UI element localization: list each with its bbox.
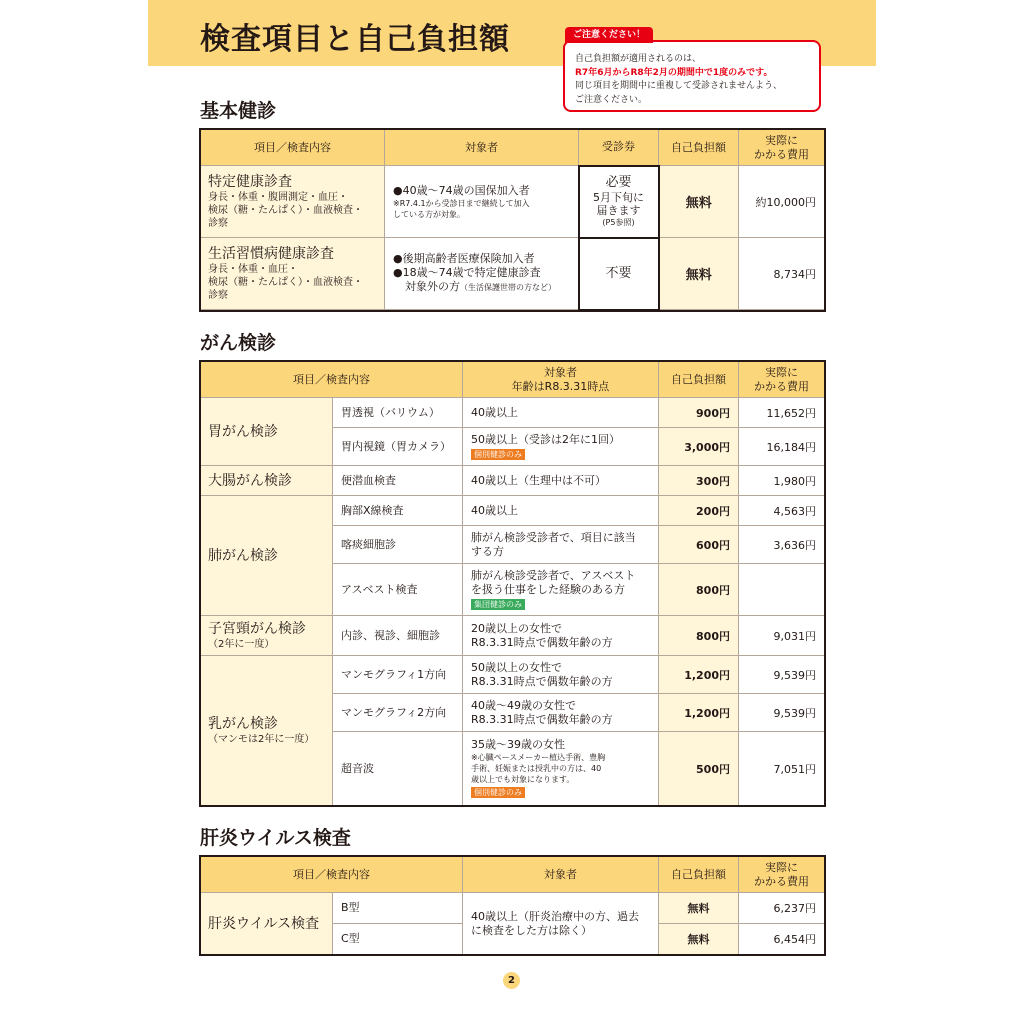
target-note: している方が対象。 xyxy=(393,209,465,219)
page-number: 2 xyxy=(503,972,520,989)
target-cell xyxy=(385,166,579,238)
target-last: 対象外の方 xyxy=(405,280,460,293)
fee-cell: 900円 xyxy=(659,398,739,428)
tag-individual-only: 個別健診のみ xyxy=(471,449,525,460)
header-cost xyxy=(739,130,825,166)
table-row xyxy=(201,238,825,310)
table-header-row xyxy=(201,130,825,166)
target-note: 歳以上でも対象になります。 xyxy=(471,775,575,784)
fee-cell: 1,200円 xyxy=(659,656,739,694)
table-row xyxy=(201,893,825,924)
notice-line-highlight: R7年6月からR8年2月の期間中で1度のみです。 xyxy=(575,67,773,78)
fee-cell: 800円 xyxy=(659,616,739,656)
target-last-small: （生活保護世帯の方など） xyxy=(460,283,556,292)
table-row xyxy=(201,616,825,656)
target-note: 手術、妊娠または授乳中の方は、40 xyxy=(471,764,602,773)
target-note: ※R7.4.1から受診日まで継続して加入 xyxy=(393,198,530,208)
group-name-cell xyxy=(201,466,333,496)
header-target-line: 年齢はR8.3.31時点 xyxy=(511,379,610,393)
group-name: 乳がん検診 xyxy=(208,716,278,732)
target-note: ※心臓ペースメーカー植込手術、豊胸 xyxy=(471,753,606,762)
cost-cell: 9,539円 xyxy=(739,656,825,694)
target-text: 肺がん検診受診者で、アスベスト xyxy=(471,568,636,582)
header-item: 項目／検査内容 xyxy=(201,362,463,398)
target-text: R8.3.31時点で偶数年齢の方 xyxy=(471,674,613,688)
header-fee: 自己負担額 xyxy=(659,857,739,893)
header-fee: 自己負担額 xyxy=(659,130,739,166)
fee-cell: 3,000円 xyxy=(659,428,739,466)
group-name: 肝炎ウイルス検査 xyxy=(208,915,320,932)
item-cell: 胃透視（バリウム） xyxy=(333,398,463,428)
header-item: 項目／検査内容 xyxy=(201,130,385,166)
group-name-cell xyxy=(201,496,333,616)
table-row xyxy=(201,656,825,694)
target-text: 40歳以上（肝炎治療中の方、過去 xyxy=(471,909,639,923)
group-name: 子宮頸がん検診 xyxy=(208,621,306,637)
table-row xyxy=(201,466,825,496)
target-cell xyxy=(463,564,659,616)
group-name-cell xyxy=(201,893,333,955)
fee-cell: 600円 xyxy=(659,526,739,564)
notice-line: ご注意ください。 xyxy=(575,94,648,105)
target-cell xyxy=(463,893,659,955)
section-title-hepatitis: 肝炎ウイルス検査 xyxy=(200,827,351,849)
group-name: 大腸がん検診 xyxy=(208,472,292,489)
table-row xyxy=(201,496,825,526)
item-cell: マンモグラフィ2方向 xyxy=(333,694,463,732)
fee-cell: 800円 xyxy=(659,564,739,616)
header-target: 対象者 xyxy=(385,130,579,166)
target-cell xyxy=(463,428,659,466)
item-cell: C型 xyxy=(333,924,463,955)
exam-detail: 検尿（糖・たんぱく）・血液検査・ xyxy=(208,205,363,216)
notice-line: 自己負担額が適用されるのは、 xyxy=(575,54,702,64)
target-text: 肺がん検診受診者で、項目に該当 xyxy=(471,530,636,544)
hepatitis-table xyxy=(200,856,825,955)
exam-name: 特定健康診査 xyxy=(208,174,292,190)
ticket-cell xyxy=(579,238,659,310)
exam-name-cell xyxy=(201,166,385,238)
ticket-not-required: 不要 xyxy=(605,265,632,281)
target-cell: 40歳以上 xyxy=(463,398,659,428)
header-cost-line: かかる費用 xyxy=(754,874,809,888)
cost-cell: 約10,000円 xyxy=(739,166,825,238)
item-cell: アスベスト検査 xyxy=(333,564,463,616)
fee-cell: 200円 xyxy=(659,496,739,526)
target-text: ●18歳～74歳で特定健康診査 xyxy=(393,266,541,279)
notice-line: 同じ項目を期間中に重複して受診されませんよう、 xyxy=(575,81,783,91)
exam-detail: 身長・体重・腹囲測定・血圧・ xyxy=(208,192,348,203)
cost-cell xyxy=(739,564,825,616)
header-cost xyxy=(739,857,825,893)
target-text: R8.3.31時点で偶数年齢の方 xyxy=(471,712,613,726)
item-cell: 内診、視診、細胞診 xyxy=(333,616,463,656)
exam-name-cell xyxy=(201,238,385,310)
target-cell xyxy=(463,616,659,656)
target-cell xyxy=(385,238,579,310)
header-item: 項目／検査内容 xyxy=(201,857,463,893)
ticket-required: 必要 xyxy=(605,175,632,190)
target-text: する方 xyxy=(471,544,504,558)
target-text: を扱う仕事をした経験のある方 xyxy=(471,582,625,596)
cost-cell: 1,980円 xyxy=(739,466,825,496)
fee-cell: 無料 xyxy=(659,238,739,310)
cost-cell: 6,237円 xyxy=(739,893,825,924)
ticket-note: 届きます xyxy=(596,204,641,217)
ticket-ref: (P5参照) xyxy=(602,218,635,227)
target-text: 20歳以上の女性で xyxy=(471,621,562,635)
cost-cell: 6,454円 xyxy=(739,924,825,955)
fee-cell: 500円 xyxy=(659,732,739,806)
exam-detail: 診察 xyxy=(208,218,228,229)
target-text: R8.3.31時点で偶数年齢の方 xyxy=(471,635,613,649)
tag-individual-only: 個別健診のみ xyxy=(471,787,525,798)
target-cell: 40歳以上 xyxy=(463,496,659,526)
ticket-cell xyxy=(579,166,659,238)
group-name: 肺がん検診 xyxy=(208,547,278,564)
target-cell xyxy=(463,732,659,806)
target-text: ●後期高齢者医療保険加入者 xyxy=(393,252,535,265)
page-title: 検査項目と自己負担額 xyxy=(200,22,510,57)
group-name-cell xyxy=(201,398,333,466)
group-sub: （マンモは2年に一度） xyxy=(208,734,315,745)
fee-cell: 無料 xyxy=(659,166,739,238)
group-sub: （2年に一度） xyxy=(208,639,275,650)
table-header-row xyxy=(201,362,825,398)
exam-detail: 診察 xyxy=(208,290,228,301)
header-cost-line: 実際に xyxy=(765,133,798,147)
fee-cell: 1,200円 xyxy=(659,694,739,732)
notice-label: ご注意ください！ xyxy=(565,27,653,43)
target-cell xyxy=(463,526,659,564)
item-cell: 胃内視鏡（胃カメラ） xyxy=(333,428,463,466)
exam-detail: 身長・体重・血圧・ xyxy=(208,264,298,275)
table-row xyxy=(201,398,825,428)
header-cost-line: 実際に xyxy=(765,365,798,379)
group-name: 胃がん検診 xyxy=(208,423,278,440)
section-title-cancer: がん検診 xyxy=(200,332,277,354)
cost-cell: 9,539円 xyxy=(739,694,825,732)
notice-box xyxy=(563,30,821,112)
header-target-line: 対象者 xyxy=(544,365,577,379)
table-row xyxy=(201,166,825,238)
exam-detail: 検尿（糖・たんぱく）・血液検査・ xyxy=(208,277,363,288)
fee-cell: 無料 xyxy=(659,924,739,955)
target-text: 40歳～49歳の女性で xyxy=(471,698,576,712)
item-cell: 喀痰細胞診 xyxy=(333,526,463,564)
exam-name: 生活習慣病健康診査 xyxy=(208,246,334,262)
target-cell xyxy=(463,656,659,694)
section-title-basic: 基本健診 xyxy=(200,100,277,122)
cost-cell: 8,734円 xyxy=(739,238,825,310)
target-cell xyxy=(463,694,659,732)
header-cost-line: 実際に xyxy=(765,860,798,874)
header-target: 対象者 xyxy=(463,857,659,893)
basic-table xyxy=(200,129,825,311)
item-cell: 胸部X線検査 xyxy=(333,496,463,526)
cost-cell: 3,636円 xyxy=(739,526,825,564)
notice-body xyxy=(575,53,813,107)
target-text: 35歳～39歳の女性 xyxy=(471,738,565,751)
cost-cell: 16,184円 xyxy=(739,428,825,466)
header-cost-line: かかる費用 xyxy=(754,379,809,393)
target-text: 50歳以上の女性で xyxy=(471,660,562,674)
group-name-cell xyxy=(201,656,333,806)
fee-cell: 300円 xyxy=(659,466,739,496)
target-cell: 40歳以上（生理中は不可） xyxy=(463,466,659,496)
header-fee: 自己負担額 xyxy=(659,362,739,398)
target-text: 50歳以上（受診は2年に1回） xyxy=(471,432,620,446)
table-header-row xyxy=(201,857,825,893)
group-name-cell xyxy=(201,616,333,656)
cancer-table xyxy=(200,361,825,806)
target-text: ●40歳～74歳の国保加入者 xyxy=(393,183,530,197)
target-text: に検査をした方は除く） xyxy=(471,923,592,937)
item-cell: B型 xyxy=(333,893,463,924)
cost-cell: 9,031円 xyxy=(739,616,825,656)
header-cost-line: かかる費用 xyxy=(754,147,809,161)
cost-cell: 7,051円 xyxy=(739,732,825,806)
target-text xyxy=(393,280,578,295)
header-cost xyxy=(739,362,825,398)
item-cell: マンモグラフィ1方向 xyxy=(333,656,463,694)
item-cell: 便潜血検査 xyxy=(333,466,463,496)
fee-cell: 無料 xyxy=(659,893,739,924)
tag-group-only: 集団健診のみ xyxy=(471,599,525,610)
header-ticket: 受診券 xyxy=(579,130,659,166)
cost-cell: 4,563円 xyxy=(739,496,825,526)
ticket-note: 5月下旬に xyxy=(593,191,644,204)
cost-cell: 11,652円 xyxy=(739,398,825,428)
item-cell: 超音波 xyxy=(333,732,463,806)
header-target xyxy=(463,362,659,398)
